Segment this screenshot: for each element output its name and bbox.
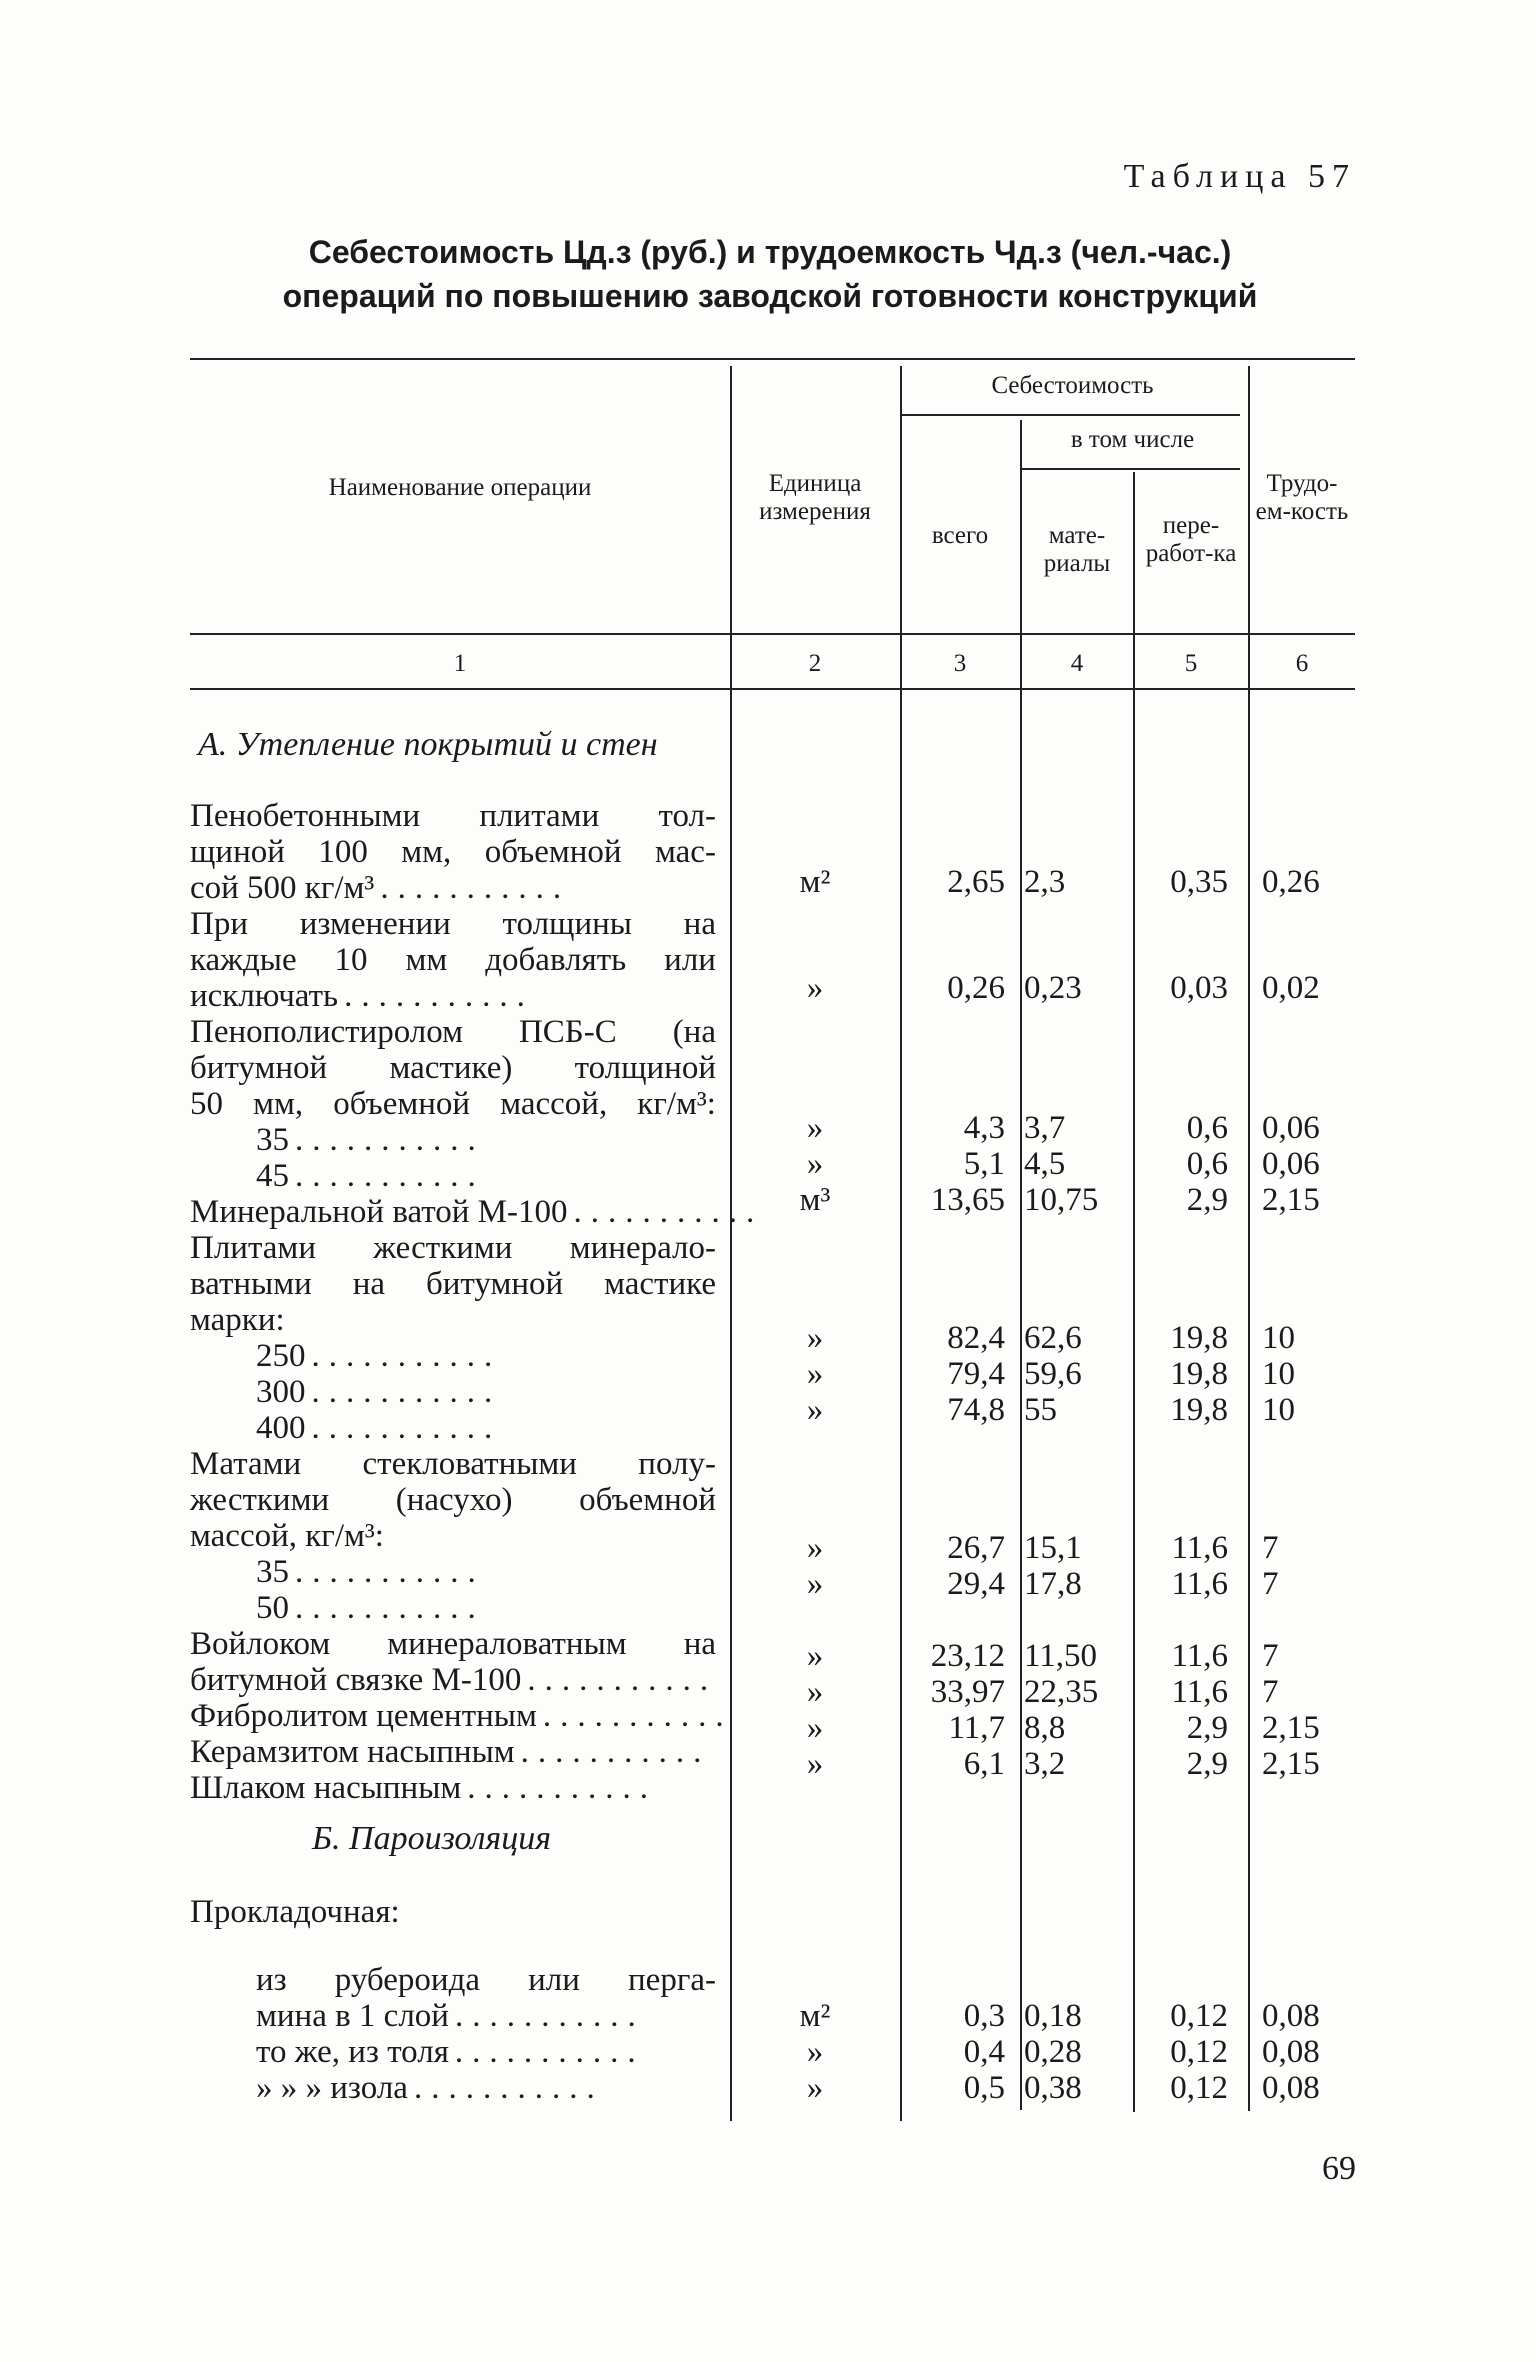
table-cell-total: 11,7 xyxy=(948,1710,1005,1746)
list-item: 50 мм, объемной массой, кг/м³: xyxy=(190,1086,716,1122)
table-cell-labor: 2,15 xyxy=(1262,1746,1320,1782)
incl-group-rule xyxy=(1020,468,1240,470)
page-number: 69 xyxy=(1322,2150,1356,2187)
table-cell-mat: 59,6 xyxy=(1024,1356,1082,1392)
table-cell-mat: 10,75 xyxy=(1024,1182,1099,1218)
table-cell-total: 0,4 xyxy=(963,2034,1005,2070)
col-number-3: 3 xyxy=(953,650,967,677)
table-cell-total: 0,3 xyxy=(963,1998,1005,2034)
list-item: При изменении толщины на xyxy=(190,906,716,942)
list-item: из рубероида или перга- xyxy=(256,1962,716,1998)
table-cell-total: 6,1 xyxy=(963,1746,1005,1782)
header-bottom-rule xyxy=(190,633,1355,635)
list-item: Минеральной ватой М-100 xyxy=(190,1194,568,1230)
col-number-4: 4 xyxy=(1070,650,1084,677)
table-cell-total: 13,65 xyxy=(930,1182,1005,1218)
table-cell-mat: 2,3 xyxy=(1024,864,1066,900)
list-item: 45 xyxy=(256,1158,289,1194)
list-item: 50 xyxy=(256,1590,289,1626)
header-top-rule xyxy=(190,358,1355,360)
list-item: Фибролитом цементным xyxy=(190,1698,537,1734)
section-heading-b: Б. Пароизоляция xyxy=(312,1820,552,1857)
table-cell-proc: 0,12 xyxy=(1170,2034,1228,2070)
list-item: 35 xyxy=(256,1122,289,1158)
list-item: битумной связке М-100 xyxy=(190,1662,522,1698)
list-item: щиной 100 мм, объемной мас- xyxy=(190,834,716,870)
table-cell-labor: 0,08 xyxy=(1262,2034,1320,2070)
table-cell-unit: » xyxy=(806,1320,824,1356)
list-item: Войлоком минераловатным на xyxy=(190,1626,716,1662)
header-processing: пере-работ-ка xyxy=(1145,512,1237,567)
table-cell-proc: 2,9 xyxy=(1186,1710,1228,1746)
table-cell-proc: 0,6 xyxy=(1186,1110,1228,1146)
table-cell-total: 5,1 xyxy=(963,1146,1005,1182)
table-cell-labor: 10 xyxy=(1262,1356,1295,1392)
table-cell-unit: » xyxy=(806,1392,824,1428)
table-cell-mat: 62,6 xyxy=(1024,1320,1082,1356)
table-cell-labor: 0,26 xyxy=(1262,864,1320,900)
table-cell-unit: м³ xyxy=(799,1182,831,1218)
table-cell-labor: 0,06 xyxy=(1262,1146,1320,1182)
table-cell-proc: 11,6 xyxy=(1171,1566,1228,1602)
table-cell-total: 4,3 xyxy=(963,1110,1005,1146)
col-divider-5 xyxy=(1248,366,1250,2111)
table-cell-mat: 55 xyxy=(1024,1392,1057,1428)
table-cell-mat: 0,38 xyxy=(1024,2070,1082,2106)
table-cell-mat: 3,2 xyxy=(1024,1746,1066,1782)
list-item: мина в 1 слой xyxy=(256,1998,449,2034)
table-cell-unit: » xyxy=(806,1746,824,1782)
table-cell-labor: 0,06 xyxy=(1262,1110,1320,1146)
list-item: битумной мастике) толщиной xyxy=(190,1050,716,1086)
list-item: » » » изола xyxy=(256,2070,408,2106)
table-cell-proc: 19,8 xyxy=(1170,1356,1228,1392)
list-item: Шлаком насыпным xyxy=(190,1770,462,1806)
list-item: каждые 10 мм добавлять или xyxy=(190,942,716,978)
list-item: 400 xyxy=(256,1410,306,1446)
header-operation-name: Наименование операции xyxy=(328,474,592,501)
col-divider-3 xyxy=(1020,420,1022,2110)
table-cell-unit: » xyxy=(806,1638,824,1674)
table-cell-total: 23,12 xyxy=(930,1638,1005,1674)
table-cell-labor: 7 xyxy=(1262,1638,1279,1674)
table-cell-total: 74,8 xyxy=(947,1392,1005,1428)
table-caption: Таблица 57 xyxy=(1123,158,1356,195)
list-item: массой, кг/м³: xyxy=(190,1518,384,1554)
table-cell-proc: 11,6 xyxy=(1171,1638,1228,1674)
col-number-5: 5 xyxy=(1184,650,1198,677)
table-cell-mat: 15,1 xyxy=(1024,1530,1082,1566)
table-cell-proc: 0,03 xyxy=(1170,970,1228,1006)
title-line-1: Себестоимость Цд.з (руб.) и трудоемкость Чд.з (чел.-час.) xyxy=(308,234,1232,270)
list-item: марки: xyxy=(190,1302,285,1338)
table-cell-mat: 8,8 xyxy=(1024,1710,1066,1746)
table-cell-labor: 7 xyxy=(1262,1674,1279,1710)
col-divider-2 xyxy=(900,366,902,2121)
table-cell-total: 79,4 xyxy=(947,1356,1005,1392)
table-cell-unit: м² xyxy=(799,864,831,900)
table-cell-mat: 22,35 xyxy=(1024,1674,1099,1710)
table-cell-mat: 0,18 xyxy=(1024,1998,1082,2034)
table-cell-proc: 0,12 xyxy=(1170,2070,1228,2106)
table-cell-labor: 0,02 xyxy=(1262,970,1320,1006)
table-cell-labor: 2,15 xyxy=(1262,1710,1320,1746)
table-cell-labor: 0,08 xyxy=(1262,1998,1320,2034)
col-divider-4 xyxy=(1133,472,1135,2112)
table-cell-proc: 2,9 xyxy=(1186,1182,1228,1218)
cost-group-rule xyxy=(900,414,1240,416)
table-cell-unit: » xyxy=(806,2070,824,2106)
table-cell-unit: » xyxy=(806,2034,824,2070)
table-title xyxy=(170,230,1370,318)
table-cell-unit: » xyxy=(806,1674,824,1710)
col-number-2: 2 xyxy=(808,650,822,677)
operation-names-a: Пенобетонными плитами тол- щиной 100 мм, объемной мас- сой 500 кг/м³ ........... При изменении толщины на каждые 10 мм добавлять или исключать ........... Пенополистиролом ПСБ-С (на битумной мастике) толщиной 50 мм, объемной массой, кг/м³: 35 ........... 45 ........... Минеральной ватой М-100 ........... Плитами жесткими минерало- ватными на битумной мастике марки: 250 ........... 300 ........... 400 ........... Матами стекловатными полу- жесткими (насухо) объемной массой, кг/м³: 35 ........... 50 ........... Войлоком минераловатным на битумной связке М-100 ........... Фибролитом цементным ........... Керамзитом насыпным ........... Шлаком насыпным ........... xyxy=(190,798,764,1806)
col-number-1: 1 xyxy=(453,650,467,677)
table-cell-mat: 17,8 xyxy=(1024,1566,1082,1602)
header-labor: Трудо-ем-кость xyxy=(1255,470,1349,525)
header-including: в том числе xyxy=(1070,426,1195,453)
table-cell-total: 0,5 xyxy=(963,2070,1005,2106)
operation-names-b: из рубероида или перга- мина в 1 слой ........... то же, из толя ........... » » » изола ........... xyxy=(190,1962,716,2106)
header-unit: Единица измерения xyxy=(759,470,871,525)
table-cell-unit: » xyxy=(806,1566,824,1602)
table-cell-proc: 11,6 xyxy=(1171,1530,1228,1566)
table-cell-labor: 7 xyxy=(1262,1566,1279,1602)
table-cell-unit: » xyxy=(806,1110,824,1146)
table-cell-total: 26,7 xyxy=(947,1530,1005,1566)
table-cell-unit: » xyxy=(806,1710,824,1746)
list-item: ватными на битумной мастике xyxy=(190,1266,716,1302)
table-cell-unit: » xyxy=(806,1146,824,1182)
table-cell-total: 29,4 xyxy=(947,1566,1005,1602)
table-cell-mat: 4,5 xyxy=(1024,1146,1066,1182)
table-cell-labor: 7 xyxy=(1262,1530,1279,1566)
table-cell-mat: 11,50 xyxy=(1024,1638,1098,1674)
col-number-6: 6 xyxy=(1295,650,1309,677)
table-cell-proc: 2,9 xyxy=(1186,1746,1228,1782)
table-cell-total: 2,65 xyxy=(947,864,1005,900)
table-cell-mat: 0,23 xyxy=(1024,970,1082,1006)
col-divider-1 xyxy=(730,366,732,2121)
table-cell-proc: 11,6 xyxy=(1171,1674,1228,1710)
table-cell-unit: » xyxy=(806,1530,824,1566)
table-cell-total: 0,26 xyxy=(947,970,1005,1006)
table-cell-mat: 0,28 xyxy=(1024,2034,1082,2070)
list-item: Прокладочная: xyxy=(190,1894,400,1930)
table-cell-labor: 2,15 xyxy=(1262,1182,1320,1218)
list-item: 300 xyxy=(256,1374,306,1410)
section-heading-a: А. Утепление покрытий и стен xyxy=(198,726,658,763)
table-cell-total: 33,97 xyxy=(930,1674,1005,1710)
list-item: жесткими (насухо) объемной xyxy=(190,1482,716,1518)
list-item: Пенополистиролом ПСБ-С (на xyxy=(190,1014,716,1050)
header-cost-group: Себестоимость xyxy=(991,372,1154,399)
list-item: исключать xyxy=(190,978,339,1014)
list-item: 250 xyxy=(256,1338,306,1374)
table-cell-proc: 0,35 xyxy=(1170,864,1228,900)
table-cell-unit: » xyxy=(806,970,824,1006)
title-line-2: операций по повышению заводской готовности конструкций xyxy=(282,278,1258,314)
list-item: Керамзитом насыпным xyxy=(190,1734,515,1770)
table-cell-mat: 3,7 xyxy=(1024,1110,1066,1146)
list-item: Плитами жесткими минерало- xyxy=(190,1230,716,1266)
table-cell-proc: 19,8 xyxy=(1170,1320,1228,1356)
table-cell-labor: 10 xyxy=(1262,1392,1295,1428)
table-cell-proc: 0,12 xyxy=(1170,1998,1228,2034)
table-cell-labor: 10 xyxy=(1262,1320,1295,1356)
list-item: Пенобетонными плитами тол- xyxy=(190,798,716,834)
table-cell-total: 82,4 xyxy=(947,1320,1005,1356)
header-total: всего xyxy=(931,522,989,549)
table-cell-proc: 0,6 xyxy=(1186,1146,1228,1182)
list-item: то же, из толя xyxy=(256,2034,449,2070)
table-cell-proc: 19,8 xyxy=(1170,1392,1228,1428)
header-materials: мате-риалы xyxy=(1043,522,1111,577)
table-cell-labor: 0,08 xyxy=(1262,2070,1320,2106)
table-cell-unit: » xyxy=(806,1356,824,1392)
list-item: сой 500 кг/м³ xyxy=(190,870,375,906)
list-item: 35 xyxy=(256,1554,289,1590)
list-item: Матами стекловатными полу- xyxy=(190,1446,716,1482)
table-cell-unit: м² xyxy=(799,1998,831,2034)
numbers-bottom-rule xyxy=(190,688,1355,690)
